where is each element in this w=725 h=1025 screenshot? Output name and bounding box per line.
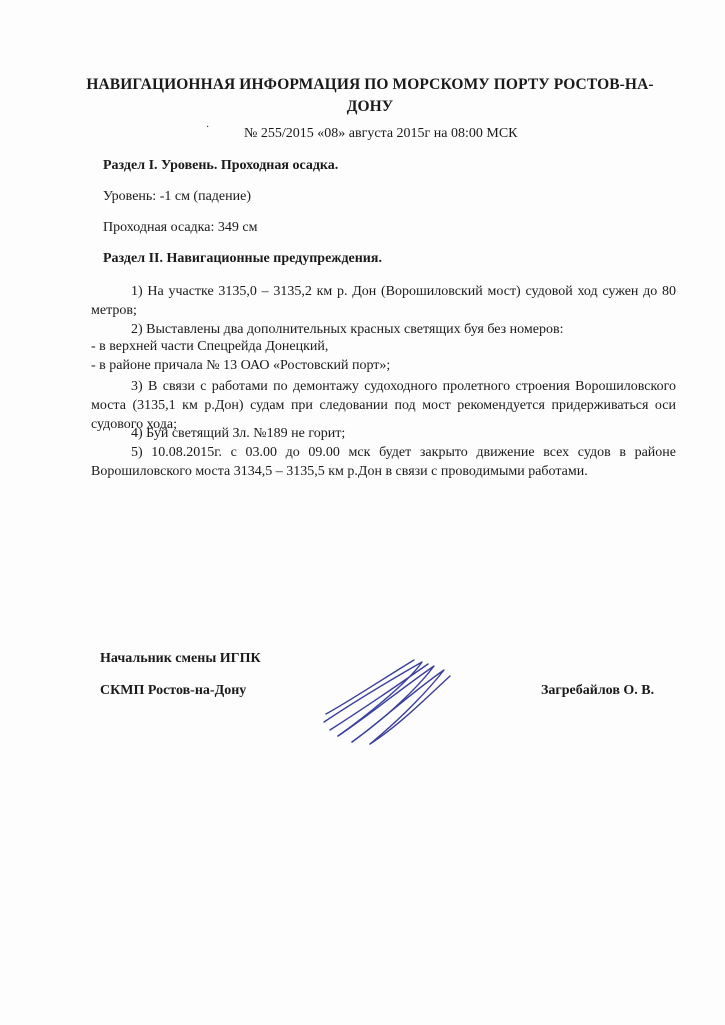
water-level: Уровень: -1 см (падение): [103, 189, 251, 204]
section1-heading: Раздел I. Уровень. Проходная осадка.: [103, 158, 339, 173]
warning-item-3: 3) В связи с работами по демонтажу судоходного пролетного строения Ворошиловского моста (3135,1 км р.Дон) судам при следовании под мост рекомендуется придерживаться оси судового хода;: [91, 379, 676, 432]
warning-item-4: 4) Буй светящий Зл. №189 не горит;: [131, 426, 346, 441]
warning-item-2: 2) Выставлены два дополнительных красных светящих буя без номеров:: [131, 322, 564, 337]
signatory-position-line1: Начальник смены ИГПК: [100, 651, 261, 666]
signatory-name: Загребайлов О. В.: [541, 683, 655, 698]
handwritten-signature: [318, 652, 458, 748]
section2-heading: Раздел II. Навигационные предупреждения.: [103, 251, 382, 266]
warning-item-2-sub-a: - в верхней части Спецрейда Донецкий,: [91, 339, 329, 354]
passing-draft: Проходная осадка: 349 см: [103, 220, 258, 235]
scan-speck: ·: [206, 122, 210, 133]
warning-item-2-sub-b: - в районе причала № 13 ОАО «Ростовский порт»;: [91, 358, 391, 373]
warning-item-5: 5) 10.08.2015г. с 03.00 до 09.00 мск будет закрыто движение всех судов в районе Ворошиловского моста 3134,5 – 3135,5 км р.Дон в связи с проводимыми работами.: [91, 445, 676, 479]
document-title: НАВИГАЦИОННАЯ ИНФОРМАЦИЯ ПО МОРСКОМУ ПОРТУ РОСТОВ-НА-ДОНУ: [86, 76, 654, 115]
signatory-position-line2: СКМП Ростов-на-Дону: [100, 683, 247, 698]
warning-item-1: 1) На участке 3135,0 – 3135,2 км р. Дон (Ворошиловский мост) судовой ход сужен до 80 метров;: [91, 284, 676, 318]
document-number-line: № 255/2015 «08» августа 2015г на 08:00 МСК: [244, 126, 518, 141]
